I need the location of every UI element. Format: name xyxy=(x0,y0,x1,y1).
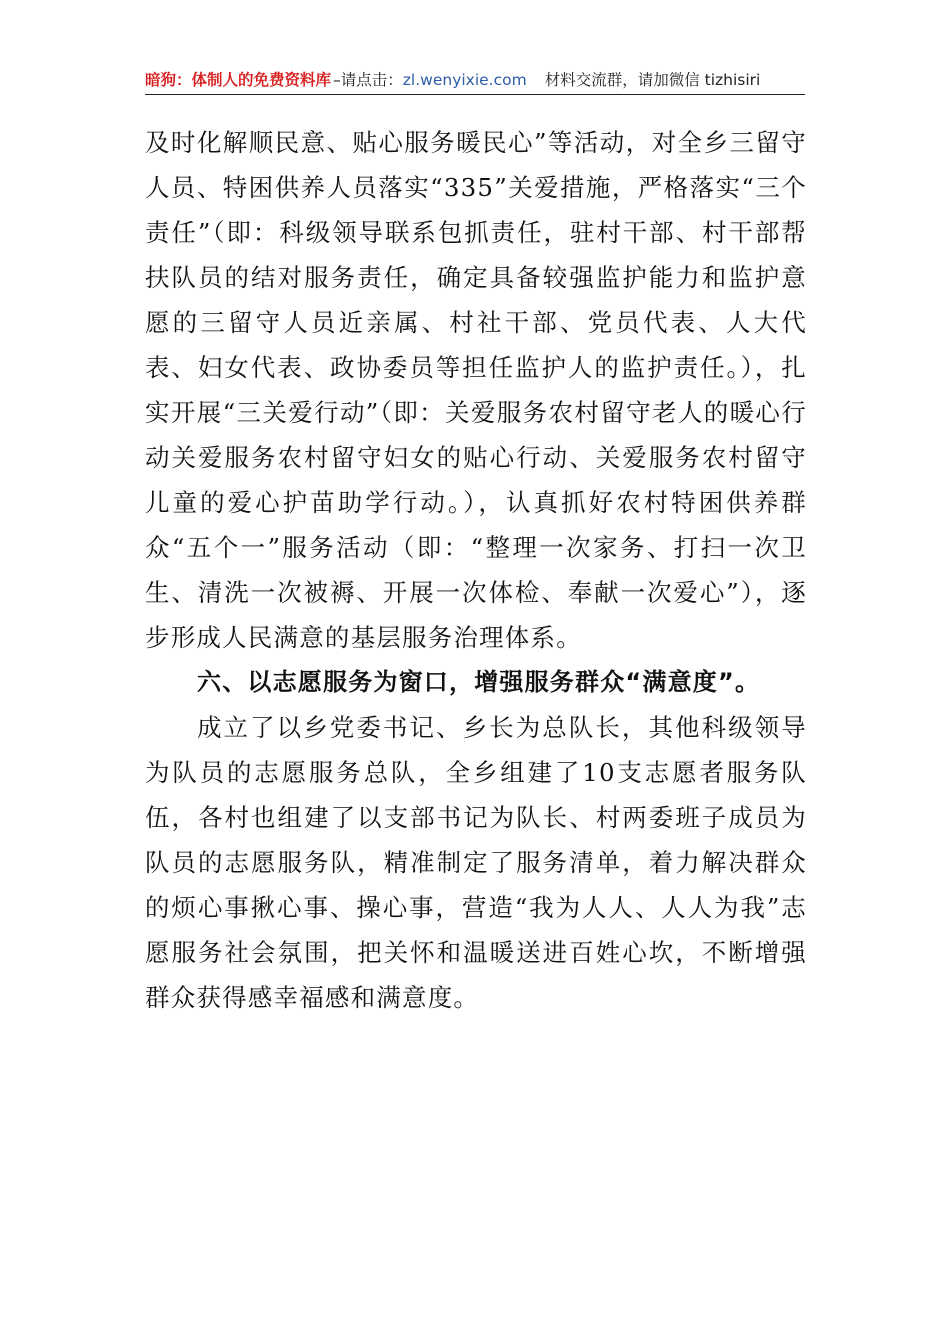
document-body xyxy=(145,120,807,1020)
section-heading: 六、以志愿服务为窗口，增强服务群众“满意度”。 xyxy=(197,668,761,696)
paragraph-1: 及时化解顺民意、贴心服务暖民心”等活动，对全乡三留守人员、特困供养人员落实“335”关爱措施，严格落实“三个责任”（即：科级领导联系包抓责任，驻村干部、村干部帮扶队员的结对服务责任，确定具备较强监护能力和监护意愿的三留守人员近亲属、村社干部、党员代表、人大代表、妇女代表、政协委员等担任监护人的监护责任。），扎实开展“三关爱行动”（即：关爱服务农村留守老人的暖心行动关爱服务农村留守妇女的贴心行动、关爱服务农村留守儿童的爱心护苗助学行动。），认真抓好农村特困供养群众“五个一”服务活动（即：“整理一次家务、打扫一次卫生、清洗一次被褥、开展一次体检、奉献一次爱心”），逐步形成人民满意的基层服务治理体系。 xyxy=(145,128,807,652)
page-header xyxy=(145,68,805,95)
paragraph-2: 成立了以乡党委书记、乡长为总队长，其他科级领导为队员的志愿服务总队，全乡组建了10支志愿者服务队伍，各村也组建了以支部书记为队长、村两委班子成员为队员的志愿服务队，精准制定了服务清单，着力解决群众的烦心事揪心事、操心事，营造“我为人人、人人为我”志愿服务社会氛围，把关怀和温暖送进百姓心坎，不断增强群众获得感幸福感和满意度。 xyxy=(145,713,807,1012)
header-link[interactable]: zl.wenyixie.com xyxy=(402,71,527,89)
header-brand: 暗狗：体制人的免费资料库 xyxy=(145,71,332,89)
header-prompt: –请点击： xyxy=(333,71,403,89)
header-contact: 材料交流群，请加微信 tizhisiri xyxy=(544,71,761,89)
